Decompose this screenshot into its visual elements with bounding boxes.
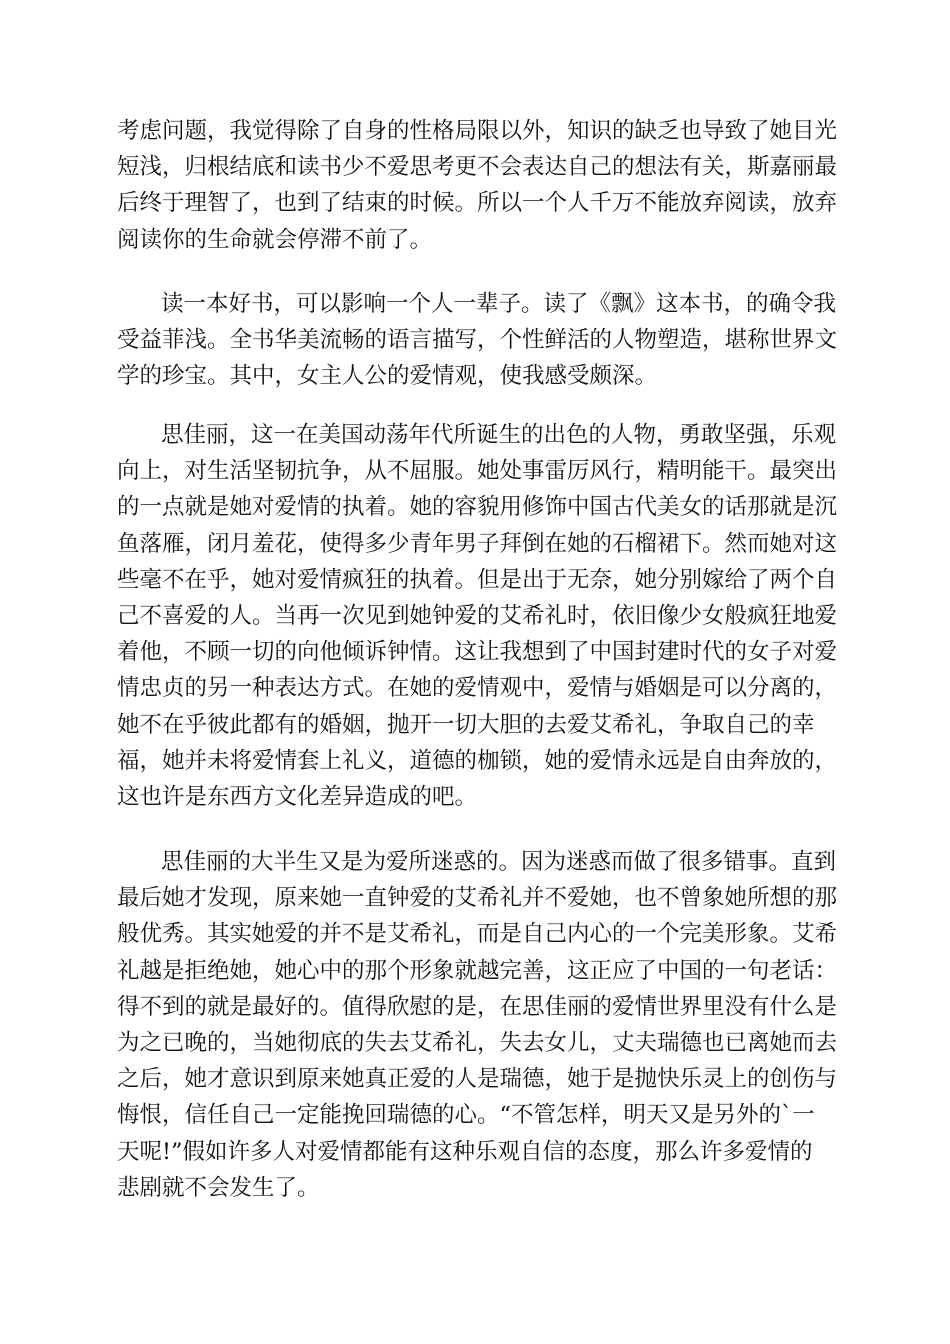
paragraph-1 (117, 113, 847, 258)
text-line: 般优秀。其实她爱的并不是艾希礼，而是自己内心的一个完美形象。艾希 (117, 921, 838, 948)
text-line: 悲剧就不会发生了。 (117, 1174, 320, 1201)
text-line: 思佳丽的大半生又是为爱所迷惑的。因为迷惑而做了很多错事。直到 (161, 849, 837, 875)
text-line: 的一点就是她对爱情的执着。她的容貌用修饰中国古代美女的话那就是沉 (117, 494, 838, 521)
paragraph-3 (117, 417, 847, 815)
text-line: 些毫不在乎，她对爱情疯狂的执着。但是出于无奈，她分别嫁给了两个自 (117, 566, 838, 593)
text-line: 她不在乎彼此都有的婚姻，抛开一切大胆的去爱艾希礼，争取自己的幸 (117, 711, 815, 738)
text-line: 福，她并未将爱情套上礼义，道德的枷锁，她的爱情永远是自由奔放的， (117, 747, 838, 774)
text-line: 后终于理智了，也到了结束的时候。所以一个人千万不能放弃阅读，放弃 (117, 190, 838, 217)
text-line: 短浅，归根结底和读书少不爱思考更不会表达自己的想法有关，斯嘉丽最 (117, 154, 838, 181)
text-line: 受益菲浅。全书华美流畅的语言描写，个性鲜活的人物塑造，堪称世界文 (117, 327, 838, 354)
text-line: 礼越是拒绝她，她心中的那个形象就越完善，这正应了中国的一句老话： (117, 957, 838, 984)
text-line: 鱼落雁，闭月羞花，使得多少青年男子拜倒在她的石榴裙下。然而她对这 (117, 530, 838, 557)
text-line: 最后她才发现，原来她一直钟爱的艾希礼并不爱她，也不曾象她所想的那 (117, 885, 838, 912)
text-line: 着他，不顾一切的向他倾诉钟情。这让我想到了中国封建时代的女子对爱 (117, 639, 838, 666)
text-line: 考虑问题，我觉得除了自身的性格局限以外，知识的缺乏也导致了她目光 (117, 118, 838, 144)
text-line: 阅读你的生命就会停滞不前了。 (117, 226, 433, 253)
text-line: 学的珍宝。其中，女主人公的爱情观，使我感受颇深。 (117, 363, 658, 390)
text-line: 情忠贞的另一种表达方式。在她的爱情观中，爱情与婚姻是可以分离的， (117, 675, 838, 702)
text-line: 读一本好书，可以影响一个人一辈子。读了《飘》这本书，的确令我 (161, 291, 837, 317)
text-line: 思佳丽，这一在美国动荡年代所诞生的出色的人物，勇敢坚强，乐观 (161, 422, 837, 448)
text-line: 悔恨，信任自己一定能挽回瑞德的心。“不管怎样，明天又是另外的`一 (117, 1102, 815, 1129)
text-line: 这也许是东西方文化差异造成的吧。 (117, 783, 478, 810)
paragraph-2 (117, 286, 847, 395)
text-line: 己不喜爱的人。当再一次见到她钟爱的艾希礼时，依旧像少女般疯狂地爱 (117, 602, 838, 629)
text-line: 得不到的就是最好的。值得欣慰的是，在思佳丽的爱情世界里没有什么是 (117, 993, 838, 1020)
text-line: 为之已晚的，当她彻底的失去艾希礼，失去女儿，丈夫瑞德也已离她而去 (117, 1029, 838, 1056)
paragraph-4 (117, 844, 847, 1206)
text-line: 之后，她才意识到原来她真正爱的人是瑞德，她于是抛快乐灵上的创伤与 (117, 1066, 838, 1093)
text-line: 向上，对生活坚韧抗争，从不屈服。她处事雷厉风行，精明能干。最突出 (117, 458, 838, 485)
text-line: 天呢!”假如许多人对爱情都能有这种乐观自信的态度，那么许多爱情的 (117, 1138, 813, 1165)
